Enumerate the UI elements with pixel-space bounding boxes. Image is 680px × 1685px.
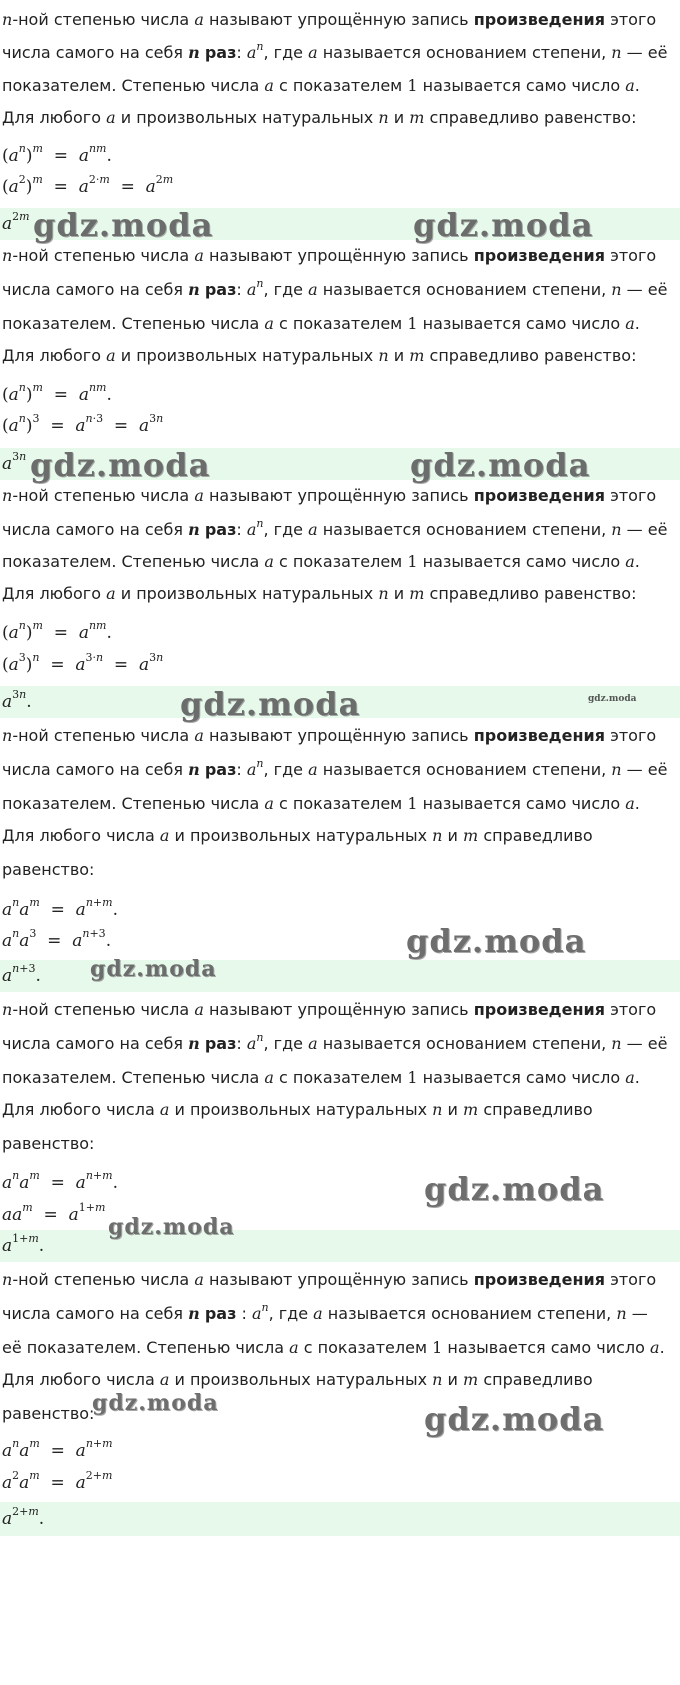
definition-line-1: n-ной степенью числа a называют упрощённую запись произведения этого <box>2 1270 657 1289</box>
answer-row: $a^{2m}$ <box>0 208 680 240</box>
watermark: gdz.moda <box>410 446 591 484</box>
equation-general: $a^na^m = a^{n+m}$. <box>2 896 118 920</box>
equation-specific: $a^na^3 = a^{n+3}$. <box>2 927 112 951</box>
watermark: gdz.moda <box>413 206 594 244</box>
rule-line: Для любого a и произвольных натуральных n и m справедливо равенство: <box>2 346 637 365</box>
watermark: gdz.moda <box>108 1214 235 1240</box>
definition-line-2: числа самого на себя n раз: $a^n$, где a называется основанием степени, n — её <box>2 39 668 62</box>
watermark: gdz.moda <box>588 694 637 704</box>
definition-line-3: показателем. Степенью числа a с показателем 1 называется само число a. <box>2 76 640 95</box>
definition-line-3: показателем. Степенью числа a с показателем 1 называется само число a. <box>2 552 640 571</box>
watermark: gdz.moda <box>30 446 211 484</box>
watermark: gdz.moda <box>406 922 587 960</box>
rule-line: Для любого числа a и произвольных натуральных n и m справедливо <box>2 826 593 845</box>
definition-line-2: числа самого на себя n раз : $a^n$, где a называется основанием степени, n — <box>2 1300 648 1323</box>
definition-line-1: n-ной степенью числа a называют упрощённую запись произведения этого <box>2 246 657 265</box>
definition-line-1: n-ной степенью числа a называют упрощённую запись произведения этого <box>2 10 657 29</box>
rule-line: Для любого числа a и произвольных натуральных n и m справедливо <box>2 1370 593 1389</box>
answer-row: $a^{3n}$ <box>0 448 680 480</box>
definition-line-2: числа самого на себя n раз: $a^n$, где a называется основанием степени, n — её <box>2 1030 668 1053</box>
equation-general: $a^na^m = a^{n+m}$. <box>2 1169 118 1193</box>
rule-line: Для любого a и произвольных натуральных n и m справедливо равенство: <box>2 584 637 603</box>
equation-general: $(a^n)^m = a^{nm}$. <box>2 142 112 166</box>
equation-specific: $aa^m = a^{1+m}$ <box>2 1201 106 1225</box>
watermark: gdz.moda <box>92 1390 219 1416</box>
definition-line-1: n-ной степенью числа a называют упрощённую запись произведения этого <box>2 726 657 745</box>
definition-line-2: числа самого на себя n раз: $a^n$, где a называется основанием степени, n — её <box>2 756 668 779</box>
watermark: gdz.moda <box>33 206 214 244</box>
definition-line-2: числа самого на себя n раз: $a^n$, где a называется основанием степени, n — её <box>2 516 668 539</box>
answer-row: $a^{3n}$. <box>0 686 680 718</box>
answer-row: $a^{n+3}$. <box>0 960 680 992</box>
answer-row: $a^{2+m}$. <box>0 1502 680 1536</box>
rule-line-cont: равенство: <box>2 860 95 879</box>
rule-line: Для любого числа a и произвольных натуральных n и m справедливо <box>2 1100 593 1119</box>
definition-line-3: показателем. Степенью числа a с показателем 1 называется само число a. <box>2 1068 640 1087</box>
definition-line-2: числа самого на себя n раз: $a^n$, где a называется основанием степени, n — её <box>2 276 668 299</box>
equation-general: $(a^n)^m = a^{nm}$. <box>2 619 112 643</box>
rule-line-cont: равенство: <box>2 1134 95 1153</box>
watermark: gdz.moda <box>424 1170 605 1208</box>
equation-specific: $(a^n)^3 = a^{n\cdot 3} = a^{3n}$ <box>2 412 164 436</box>
equation-general: $a^na^m = a^{n+m}$ <box>2 1437 113 1461</box>
answer-row: $a^{1+m}$. <box>0 1230 680 1262</box>
definition-line-3: показателем. Степенью числа a с показателем 1 называется само число a. <box>2 314 640 333</box>
equation-specific: $a^2a^m = a^{2+m}$ <box>2 1469 113 1493</box>
equation-specific: $(a^2)^m = a^{2\cdot m} = a^{2m}$ <box>2 173 174 197</box>
watermark: gdz.moda <box>90 956 217 982</box>
definition-line-3: показателем. Степенью числа a с показателем 1 называется само число a. <box>2 794 640 813</box>
definition-line-1: n-ной степенью числа a называют упрощённую запись произведения этого <box>2 1000 657 1019</box>
rule-line-cont: равенство: <box>2 1404 95 1423</box>
equation-specific: $(a^3)^n = a^{3\cdot n} = a^{3n}$ <box>2 651 164 675</box>
rule-line: Для любого a и произвольных натуральных n и m справедливо равенство: <box>2 108 637 127</box>
definition-line-3: её показателем. Степенью числа a с показателем 1 называется само число a. <box>2 1338 665 1357</box>
watermark: gdz.moda <box>424 1400 605 1438</box>
watermark: gdz.moda <box>180 685 361 723</box>
equation-general: $(a^n)^m = a^{nm}$. <box>2 381 112 405</box>
definition-line-1: n-ной степенью числа a называют упрощённую запись произведения этого <box>2 486 657 505</box>
